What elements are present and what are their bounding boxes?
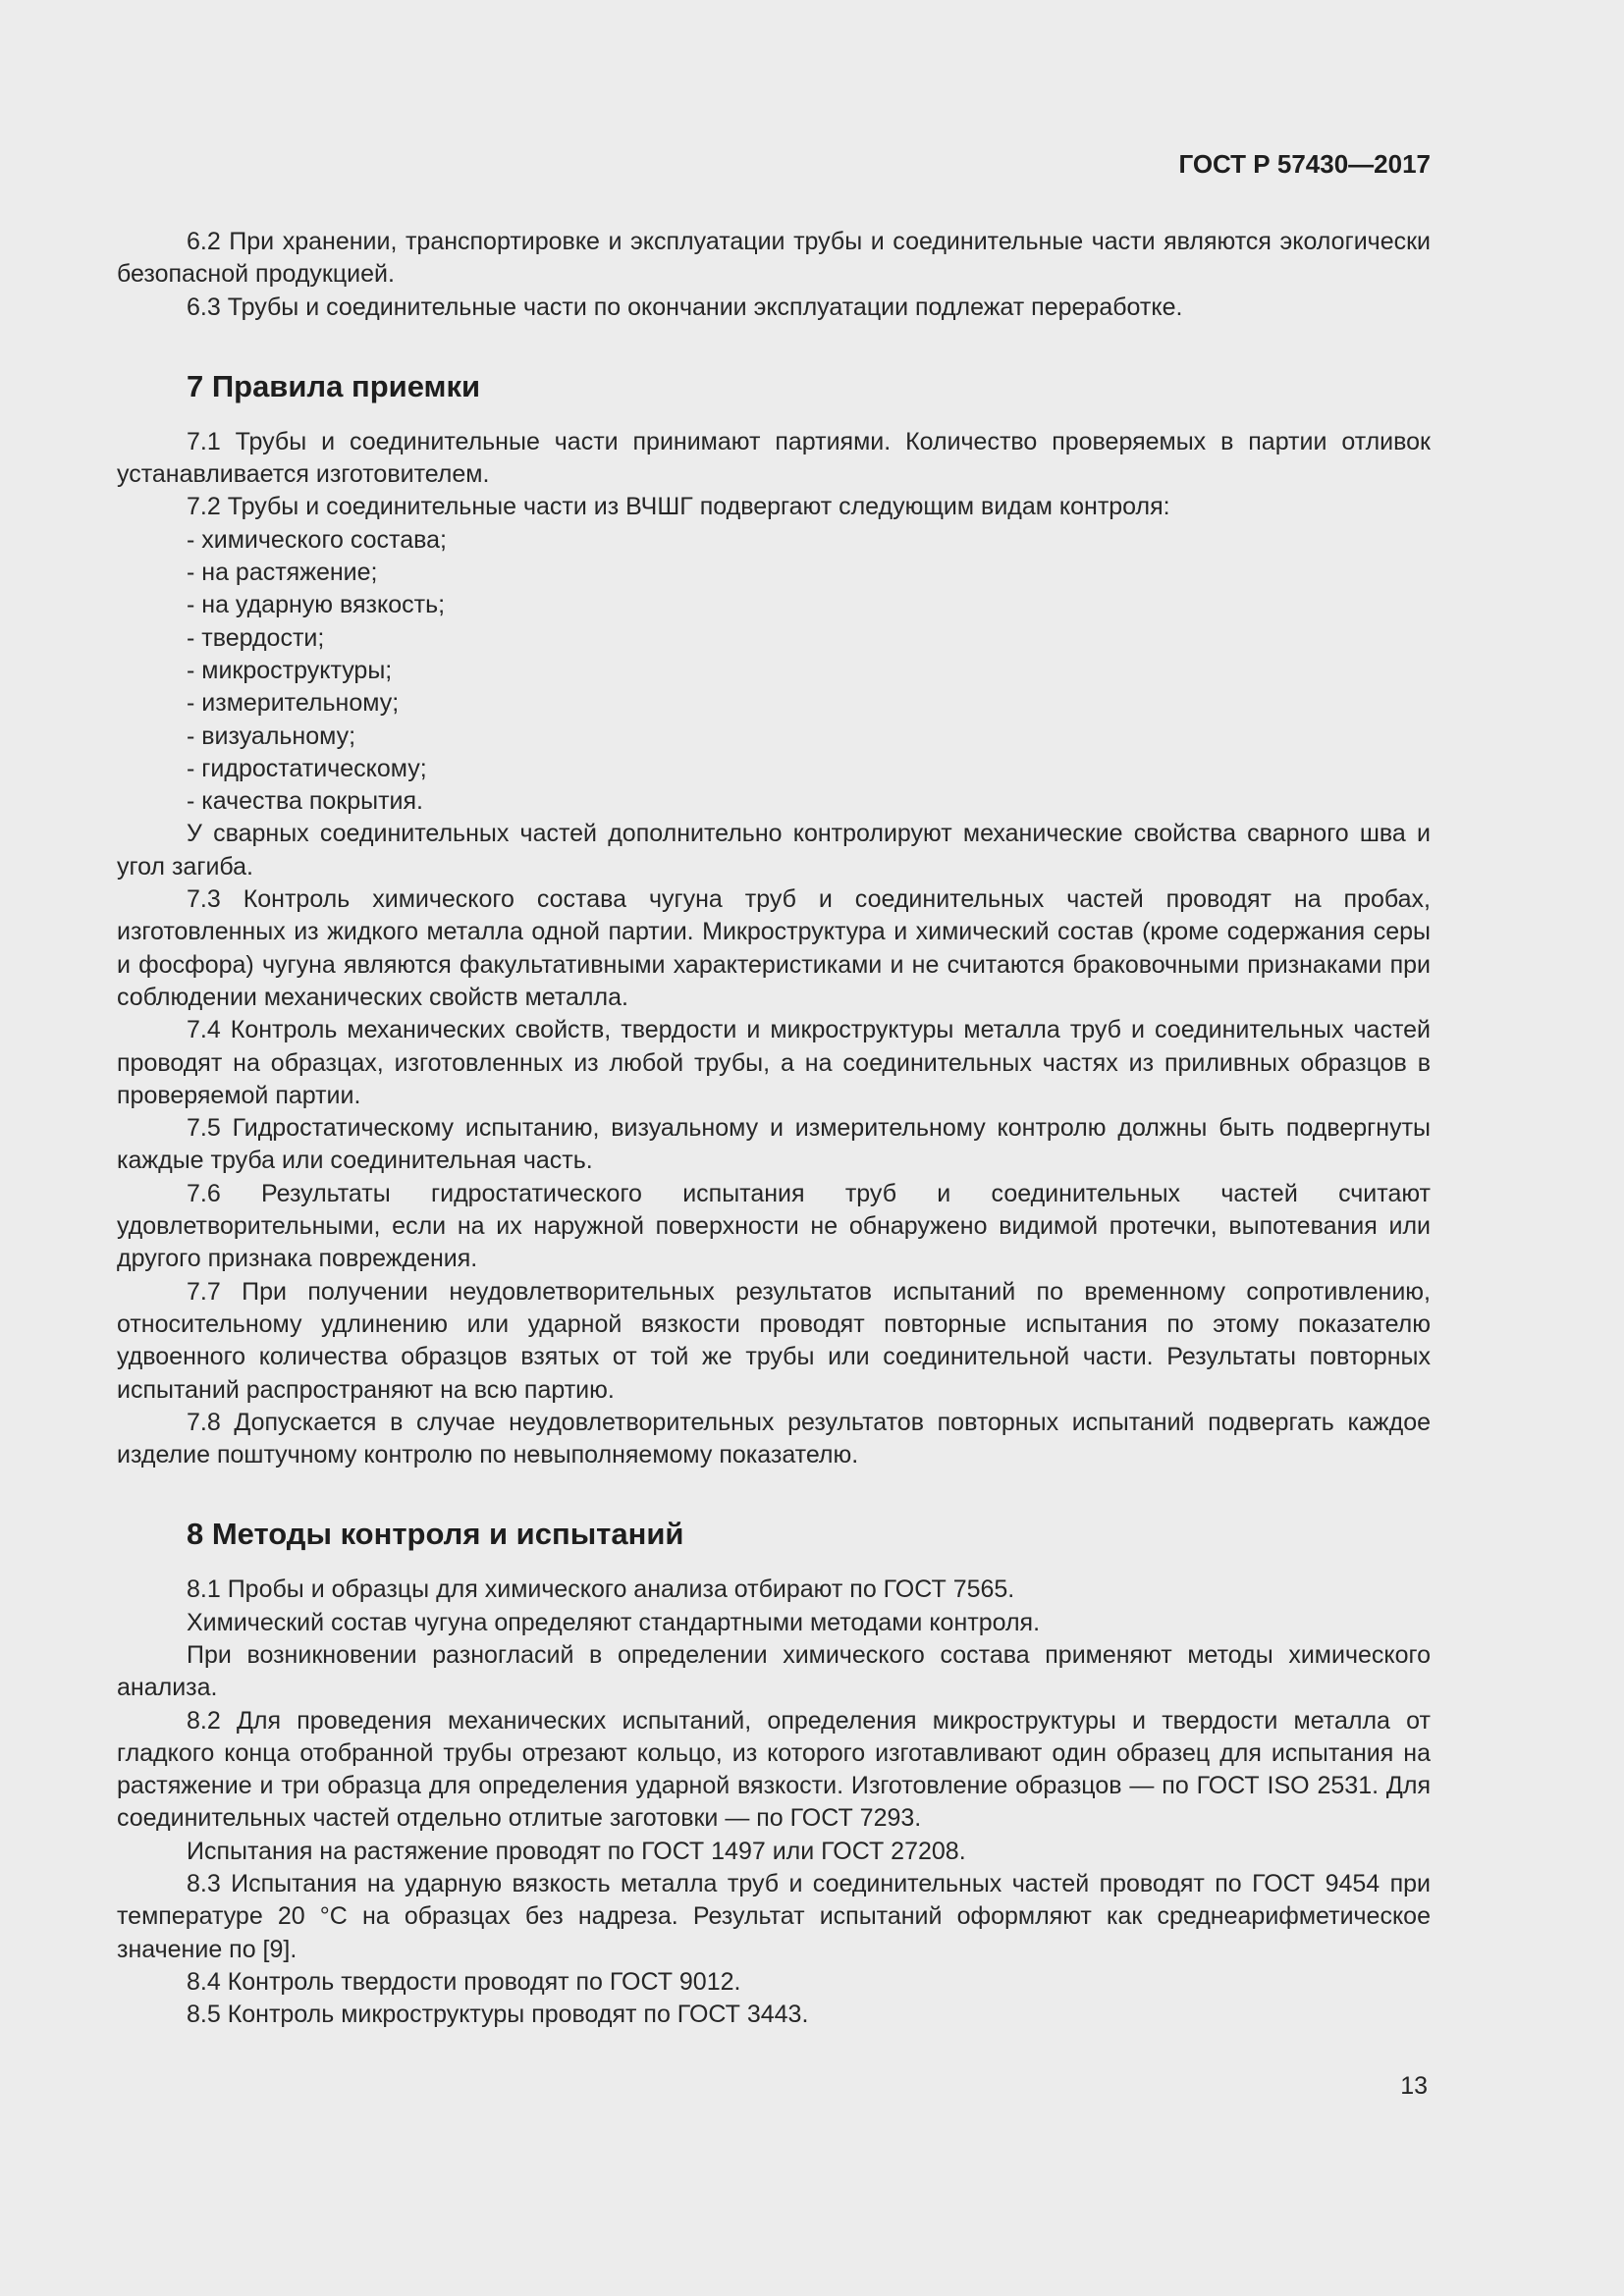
paragraph-7-2-welded: У сварных соединительных частей дополнительно контролируют механические свойства сварного шва и угол загиба. [117, 820, 1431, 881]
paragraph-8-1-disputes: При возникновении разногласий в определении химического состава применяют методы химического анализа. [117, 1640, 1431, 1702]
section-8-heading: 8 Методы контроля и испытаний [187, 1517, 684, 1552]
list-item: - гидростатическому; [187, 754, 427, 782]
paragraph-7-4: 7.4 Контроль механических свойств, твердости и микроструктуры металла труб и соединительных частей проводят на образцах, изготовленных из любой трубы, а на соединительных частях из приливных образцов в проверяемой партии. [117, 1016, 1431, 1109]
paragraph-8-5: 8.5 Контроль микроструктуры проводят по ГОСТ 3443. [187, 2001, 809, 2029]
paragraph-6-2: 6.2 При хранении, транспортировке и эксплуатации трубы и соединительные части являются экологически безопасной продукцией. [117, 228, 1431, 289]
paragraph-8-2-tensile: Испытания на растяжение проводят по ГОСТ 1497 или ГОСТ 27208. [187, 1837, 966, 1865]
page-number: 13 [1400, 2072, 1428, 2100]
list-item: - качества покрытия. [187, 787, 423, 816]
paragraph-6-3: 6.3 Трубы и соединительные части по окончании эксплуатации подлежат переработке. [187, 293, 1183, 321]
paragraph-8-4: 8.4 Контроль твердости проводят по ГОСТ 9012. [187, 1967, 741, 1996]
section-7-heading: 7 Правила приемки [187, 368, 481, 403]
paragraph-7-1: 7.1 Трубы и соединительные части принимают партиями. Количество проверяемых в партии отливок устанавливается изготовителем. [117, 427, 1431, 489]
paragraph-7-3: 7.3 Контроль химического состава чугуна труб и соединительных частей проводят на пробах, изготовленных из жидкого металла одной партии. Микроструктура и химический состав (кроме содержания серы и фосфора) чугуна являются факультативными характеристиками и не считаются браковочными признаками при соблюдении механических свойств металла. [117, 885, 1431, 1011]
paragraph-7-5: 7.5 Гидростатическому испытанию, визуальному и измерительному контролю должны быть подвергнуты каждые труба или соединительная часть. [117, 1114, 1431, 1175]
paragraph-8-2: 8.2 Для проведения механических испытаний, определения микроструктуры и твердости металла от гладкого конца отобранной трубы отрезают кольцо, из которого изготавливают один образец для испытания на растяжение и три образца для определения ударной вязкости. Изготовление образцов — по ГОСТ ISO 2531. Для соединительных частей отдельно отлитые заготовки — по ГОСТ 7293. [117, 1706, 1431, 1833]
paragraph-8-3: 8.3 Испытания на ударную вязкость металла труб и соединительных частей проводят по ГОСТ 9454 при температуре 20 °С на образцах без надреза. Результат испытаний оформляют как среднеарифметическое значение по [9]. [117, 1870, 1431, 1963]
paragraph-7-7: 7.7 При получении неудовлетворительных результатов испытаний по временному сопротивлению, относительному удлинению или ударной вязкости проводят повторные испытания по этому показателю удвоенного количества образцов взятых от той же трубы или соединительной части. Результаты повторных испытаний распространяют на всю партию. [117, 1277, 1431, 1404]
list-item: - химического состава; [187, 525, 447, 554]
paragraph-8-1: 8.1 Пробы и образцы для химического анализа отбирают по ГОСТ 7565. [187, 1575, 1015, 1604]
list-item: - визуальному; [187, 721, 356, 750]
paragraph-7-2: 7.2 Трубы и соединительные части из ВЧШГ подвергают следующим видам контроля: [187, 493, 1170, 521]
paragraph-7-6: 7.6 Результаты гидростатического испытания труб и соединительных частей считают удовлетворительными, если на их наружной поверхности не обнаружено видимой протечки, выпотевания или другого признака повреждения. [117, 1179, 1431, 1273]
paragraph-7-8: 7.8 Допускается в случае неудовлетворительных результатов повторных испытаний подвергать каждое изделие поштучному контролю по невыполняемому показателю. [117, 1408, 1431, 1469]
list-item: - на ударную вязкость; [187, 591, 446, 619]
list-item: - микроструктуры; [187, 656, 393, 684]
page-content [117, 226, 1431, 2032]
list-item: - твердости; [187, 623, 325, 652]
paragraph-8-1-chemistry: Химический состав чугуна определяют стандартными методами контроля. [187, 1608, 1041, 1636]
list-item: - на растяжение; [187, 559, 378, 587]
list-item: - измерительному; [187, 689, 400, 718]
document-header: ГОСТ Р 57430—2017 [1178, 149, 1431, 179]
